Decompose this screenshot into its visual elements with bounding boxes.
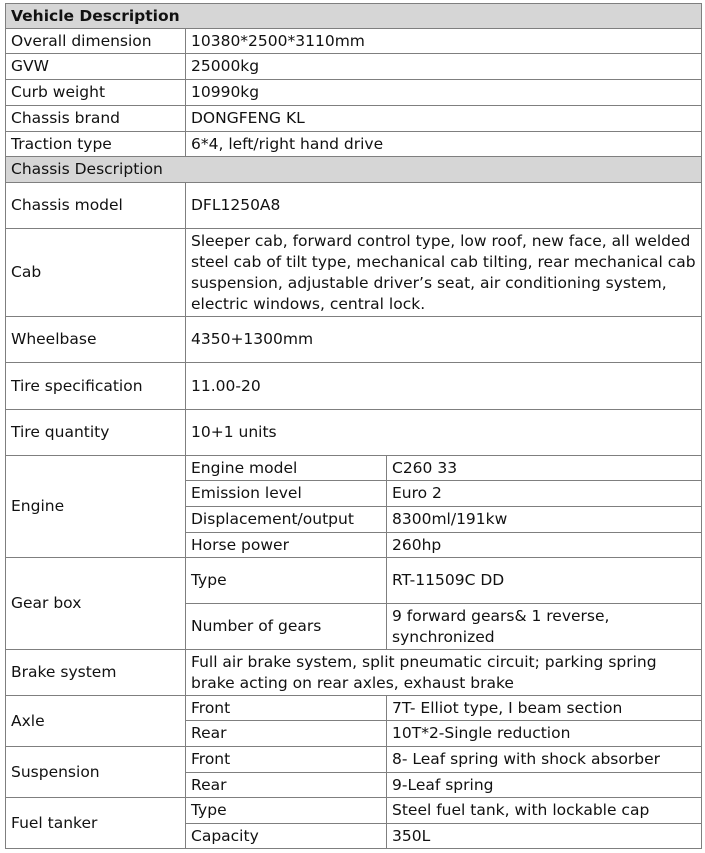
row-value: 4350+1300mm bbox=[186, 317, 702, 363]
row-key: Type bbox=[186, 558, 387, 604]
suspension-label: Suspension bbox=[6, 747, 186, 798]
engine-label: Engine bbox=[6, 456, 186, 558]
row-key: Horse power bbox=[186, 533, 387, 558]
row-value: DONGFENG KL bbox=[186, 106, 702, 132]
row-value: DFL1250A8 bbox=[186, 183, 702, 229]
row-label: GVW bbox=[6, 54, 186, 80]
table-row bbox=[6, 747, 702, 773]
row-value: C260 33 bbox=[387, 456, 702, 481]
row-key: Front bbox=[186, 696, 387, 721]
row-value: 25000kg bbox=[186, 54, 702, 80]
row-label: Chassis brand bbox=[6, 106, 186, 132]
row-value: 6*4, left/right hand drive bbox=[186, 132, 702, 157]
row-label: Tire specification bbox=[6, 363, 186, 410]
row-key: Emission level bbox=[186, 481, 387, 507]
row-label: Chassis model bbox=[6, 183, 186, 229]
spec-table bbox=[5, 3, 702, 849]
vehicle-header-row bbox=[6, 4, 702, 29]
row-value: 10380*2500*3110mm bbox=[186, 29, 702, 54]
row-label: Overall dimension bbox=[6, 29, 186, 54]
table-row bbox=[6, 558, 702, 604]
row-value: 10990kg bbox=[186, 80, 702, 106]
row-value: Steel fuel tank, with lockable cap bbox=[387, 798, 702, 824]
row-label: Curb weight bbox=[6, 80, 186, 106]
row-key: Number of gears bbox=[186, 604, 387, 650]
axle-label: Axle bbox=[6, 696, 186, 747]
table-row bbox=[6, 229, 702, 317]
row-value: 10T*2-Single reduction bbox=[387, 721, 702, 747]
row-value: Sleeper cab, forward control type, low roof, new face, all welded steel cab of tilt type, mechanical cab tilting, rear mechanical cab suspension, adjustable driver’s seat, air conditioning system, electric windows, central lock. bbox=[186, 229, 702, 317]
fuel-tank-label: Fuel tanker bbox=[6, 798, 186, 849]
row-value: Euro 2 bbox=[387, 481, 702, 507]
row-key: Displacement/output bbox=[186, 507, 387, 533]
table-row bbox=[6, 54, 702, 80]
table-row bbox=[6, 29, 702, 54]
row-key: Rear bbox=[186, 721, 387, 747]
table-row bbox=[6, 650, 702, 696]
row-key: Capacity bbox=[186, 824, 387, 849]
table-row bbox=[6, 317, 702, 363]
row-key: Type bbox=[186, 798, 387, 824]
table-row bbox=[6, 696, 702, 721]
table-row bbox=[6, 132, 702, 157]
table-row bbox=[6, 106, 702, 132]
row-value: 350L bbox=[387, 824, 702, 849]
table-row bbox=[6, 183, 702, 229]
table-row bbox=[6, 410, 702, 456]
row-key: Rear bbox=[186, 773, 387, 798]
chassis-header: Chassis Description bbox=[6, 157, 702, 183]
table-row bbox=[6, 456, 702, 481]
row-value: 9 forward gears& 1 reverse, synchronized bbox=[387, 604, 702, 650]
row-key: Front bbox=[186, 747, 387, 773]
row-label: Cab bbox=[6, 229, 186, 317]
gearbox-label: Gear box bbox=[6, 558, 186, 650]
vehicle-header: Vehicle Description bbox=[6, 4, 702, 29]
row-value: 8300ml/191kw bbox=[387, 507, 702, 533]
row-label: Wheelbase bbox=[6, 317, 186, 363]
row-key: Engine model bbox=[186, 456, 387, 481]
row-value: RT-11509C DD bbox=[387, 558, 702, 604]
table-row bbox=[6, 363, 702, 410]
chassis-header-row bbox=[6, 157, 702, 183]
table-row bbox=[6, 798, 702, 824]
row-value: 8- Leaf spring with shock absorber bbox=[387, 747, 702, 773]
row-value: 7T- Elliot type, I beam section bbox=[387, 696, 702, 721]
table-row bbox=[6, 80, 702, 106]
row-value: Full air brake system, split pneumatic circuit; parking spring brake acting on rear axles, exhaust brake bbox=[186, 650, 702, 696]
row-label: Tire quantity bbox=[6, 410, 186, 456]
row-label: Brake system bbox=[6, 650, 186, 696]
row-label: Traction type bbox=[6, 132, 186, 157]
row-value: 9-Leaf spring bbox=[387, 773, 702, 798]
row-value: 10+1 units bbox=[186, 410, 702, 456]
row-value: 11.00-20 bbox=[186, 363, 702, 410]
row-value: 260hp bbox=[387, 533, 702, 558]
